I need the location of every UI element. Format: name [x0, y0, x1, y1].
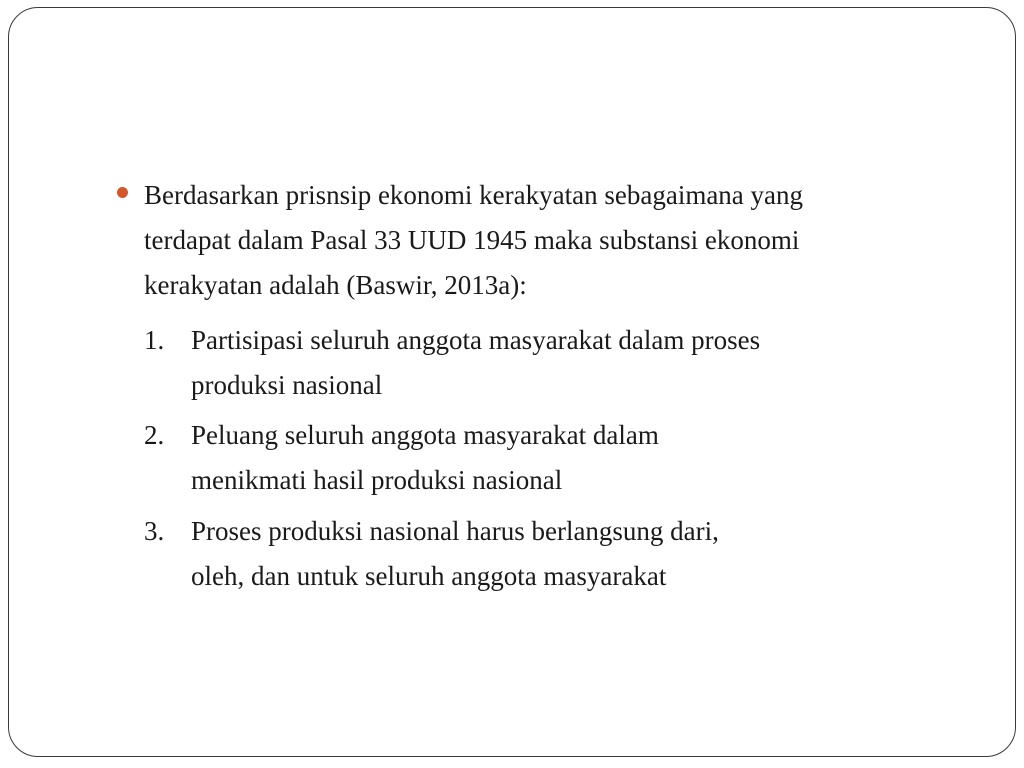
- slide-frame: [8, 7, 1016, 757]
- intro-paragraph: [144, 173, 944, 308]
- intro-line: Berdasarkan prisnsip ekonomi kerakyatan sebagaimana yang: [144, 180, 804, 210]
- item-line: menikmati hasil produksi nasional: [191, 465, 563, 495]
- item-text: [191, 413, 659, 503]
- bullet-dot-icon: [117, 187, 128, 198]
- item-line: Peluang seluruh anggota masyarakat dalam: [191, 420, 659, 450]
- item-number: 2.: [144, 420, 165, 450]
- item-text: [191, 318, 760, 408]
- item-line: oleh, dan untuk seluruh anggota masyarakat: [191, 561, 667, 591]
- item-text: [191, 509, 719, 599]
- slide-content: [9, 8, 1015, 756]
- item-line: Partisipasi seluruh anggota masyarakat dalam proses: [191, 325, 761, 355]
- item-number: 3.: [144, 516, 165, 546]
- item-number: 1.: [144, 325, 165, 355]
- item-line: Proses produksi nasional harus berlangsung dari,: [191, 516, 719, 546]
- intro-line: kerakyatan adalah (Baswir, 2013a):: [144, 270, 527, 300]
- item-line: produksi nasional: [191, 370, 383, 400]
- intro-line: terdapat dalam Pasal 33 UUD 1945 maka substansi ekonomi: [144, 225, 800, 255]
